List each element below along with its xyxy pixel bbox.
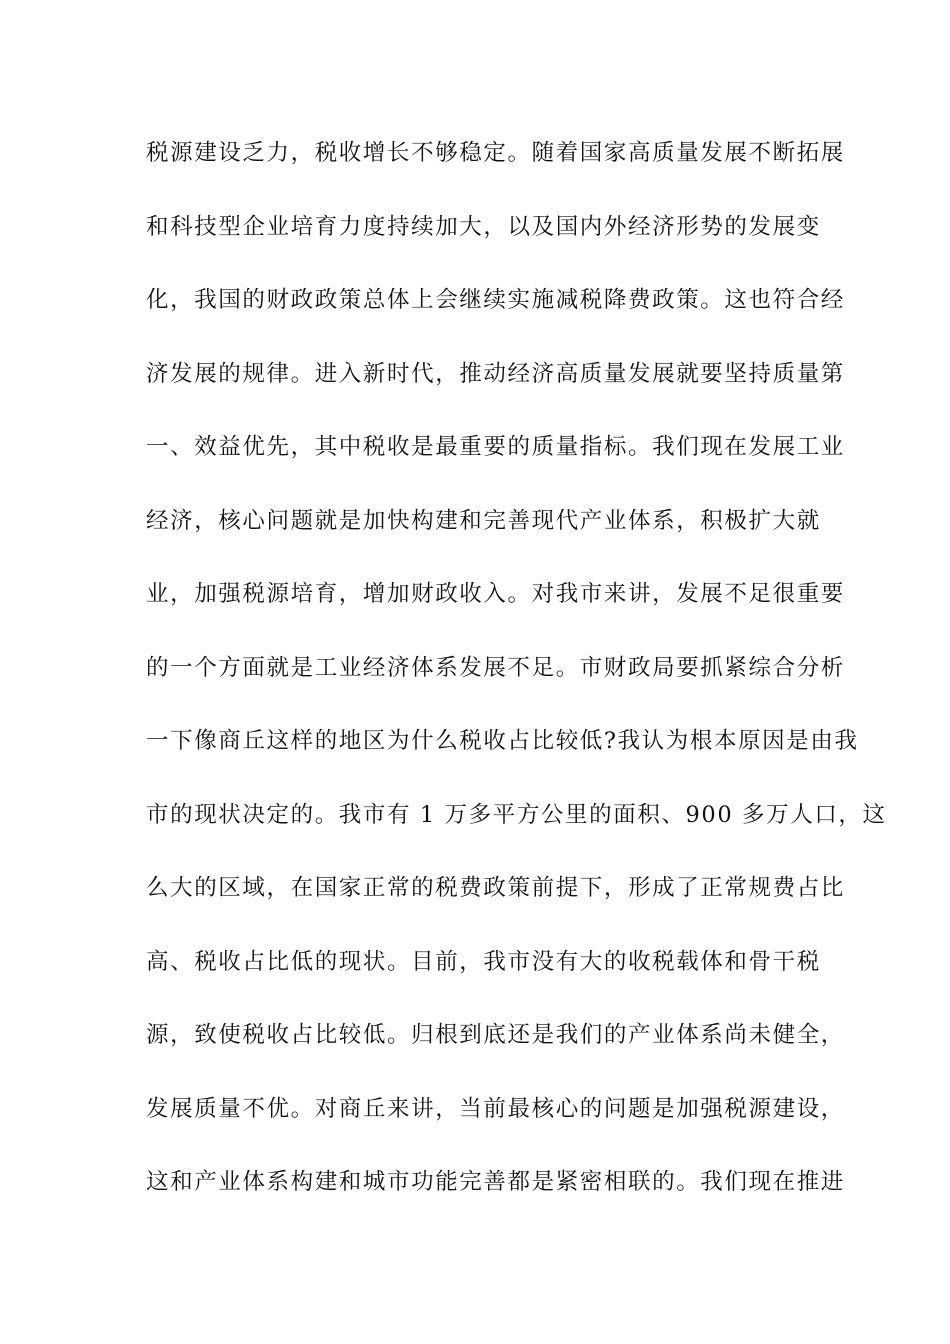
text-line: 么大的区域，在国家正常的税费政策前提下，形成了正常规费占比 [146, 875, 845, 901]
text-line: 这和产业体系构建和城市功能完善都是紧密相联的。我们现在推进 [146, 1169, 845, 1195]
text-line: 济发展的规律。进入新时代，推动经济高质量发展就要坚持质量第 [146, 360, 845, 387]
body-text [146, 133, 887, 1236]
text-line: 业，加强税源培育，增加财政收入。对我市来讲，发展不足很重要 [146, 581, 845, 607]
text-line: 经济，核心问题就是加快构建和完善现代产业体系，积极扩大就 [146, 507, 821, 534]
text-line: 一下像商丘这样的地区为什么税收占比较低?我认为根本原因是由我 [146, 728, 859, 754]
text-line: 和科技型企业培育力度持续加大，以及国内外经济形势的发展变 [146, 213, 821, 240]
text-line: 源，致使税收占比较低。归根到底还是我们的产业体系尚未健全， [146, 1022, 845, 1048]
text-line: 化，我国的财政政策总体上会继续实施减税降费政策。这也符合经 [146, 287, 845, 313]
text-line: 的一个方面就是工业经济体系发展不足。市财政局要抓紧综合分析 [146, 654, 845, 681]
text-line: 发展质量不优。对商丘来讲，当前最核心的问题是加强税源建设， [146, 1095, 845, 1122]
text-line: 市的现状决定的。我市有 1 万多平方公里的面积、900 多万人口，这 [146, 801, 887, 828]
text-line: 税源建设乏力，税收增长不够稳定。随着国家高质量发展不断拓展 [146, 140, 845, 166]
text-line: 一、效益优先，其中税收是最重要的质量指标。我们现在发展工业 [146, 434, 845, 460]
text-line: 高、税收占比低的现状。目前，我市没有大的收税载体和骨干税 [146, 948, 821, 975]
